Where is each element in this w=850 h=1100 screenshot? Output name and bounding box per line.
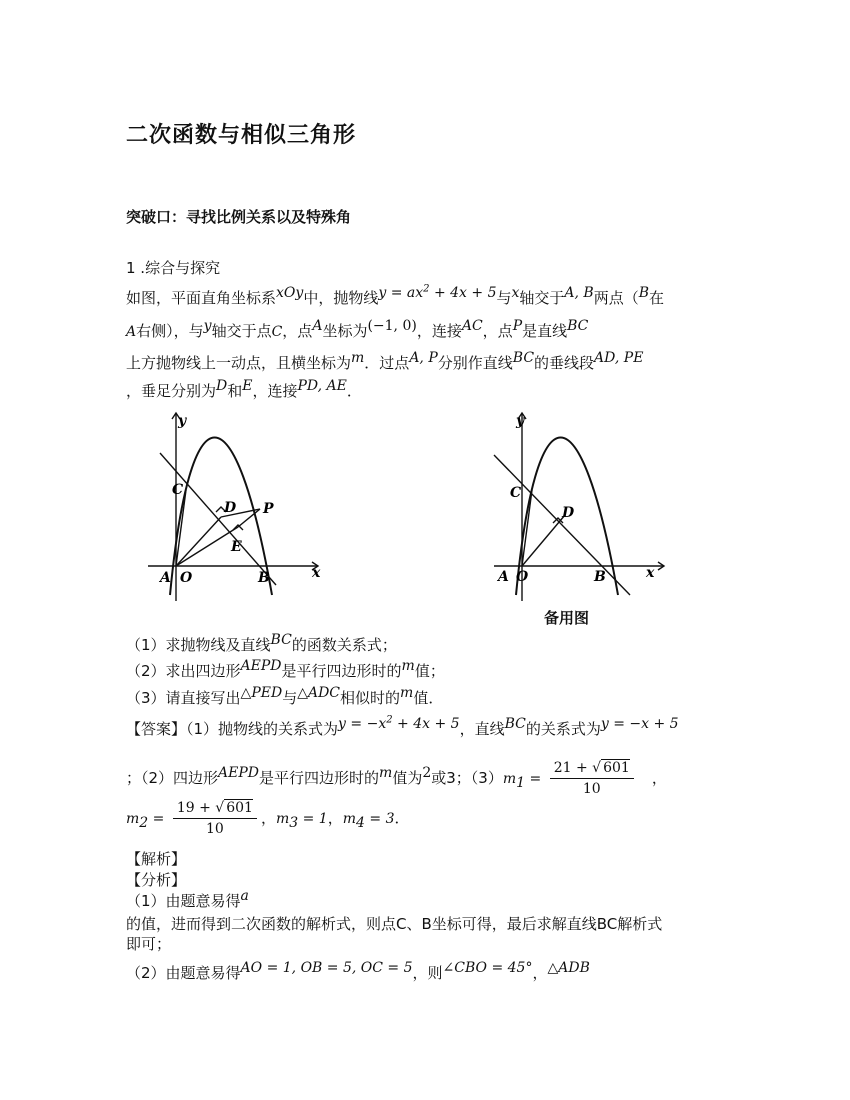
fraction-m1: $\frac{21 + √ 601}{10}$ [550, 760, 634, 797]
label-c: C [172, 482, 184, 498]
label-a: A [160, 570, 171, 586]
problem-line-3: 上方抛物线上一动点，且横坐标为m．过点A, P分别作直线BC的垂线段AD, PE [126, 350, 644, 372]
fraction-m2: $\frac{19 + √ 601}{10}$ [173, 800, 257, 837]
label-o: O [180, 570, 193, 586]
label-d: D [224, 500, 237, 516]
label-x: x [646, 565, 655, 581]
section-subtitle: 突破口：寻找比例关系以及特殊角 [126, 208, 352, 226]
label-y: y [178, 413, 187, 429]
label-b: B [258, 570, 270, 586]
label-y: y [516, 413, 525, 429]
label-x: x [312, 565, 321, 581]
question-3: （3）请直接写出△PED与△ADC相似时的m值． [126, 685, 444, 707]
figure-caption: 备用图 [544, 609, 590, 627]
analysis-p2: 的值，进而得到二次函数的解析式，则点C、B坐标可得，最后求解直线BC解析式 [126, 915, 663, 933]
label-d: D [562, 505, 575, 521]
segment-ad [522, 515, 565, 566]
label-a: A [498, 569, 509, 585]
problem-line-2: A右侧），与y轴交于点C，点A坐标为(−1, 0)，连接AC，点P是直线BC [126, 318, 589, 340]
problem-heading: 1 .综合与探究 [126, 259, 221, 277]
label-e: E [231, 539, 242, 555]
analysis-p4: （2）由题意易得AO = 1, OB = 5, OC = 5，则∠CBO = 45°，△ADB [126, 960, 590, 982]
analysis-subheading: 【分析】 [126, 871, 187, 889]
answer-line-2: ；（2）四边形AEPD是平行四边形时的m值为2或3；$(3)m_1$ = $\frac{21 + √ 601}{10}$ ， [126, 760, 667, 797]
analysis-p3: 即可； [126, 935, 172, 953]
analysis-p1: （1）由题意易得a [126, 888, 249, 910]
figure-backup [486, 405, 686, 610]
question-1: （1）求抛物线及直线BC的函数关系式； [126, 632, 397, 654]
problem-line-1: 如图，平面直角坐标系xOy中，抛物线$y = ax^2 + 4x + 5$与x轴交于A, B两点（B在 [126, 283, 665, 307]
label-p: P [263, 501, 274, 517]
question-2: （2）求出四边形AEPD是平行四边形时的m值； [126, 658, 445, 680]
answer-line-1: 【答案】（1）抛物线的关系式为$y = -x^2 + 4x + 5$，直线BC的关系式为y = −x + 5 [126, 714, 679, 738]
analysis-heading: 【解析】 [126, 850, 187, 868]
problem-line-4: ，垂足分别为D和E，连接PD, AE． [126, 378, 362, 400]
answer-line-3: $m_2$ = $\frac{19 + √ 601}{10}$ ，$m_3 = 1$，$m_4 = 3$． [126, 800, 410, 837]
line-bc [494, 455, 630, 595]
label-b: B [594, 569, 606, 585]
page-title: 二次函数与相似三角形 [126, 123, 357, 148]
label-c: C [510, 485, 522, 501]
figure-main [140, 405, 340, 610]
label-o: O [516, 569, 529, 585]
